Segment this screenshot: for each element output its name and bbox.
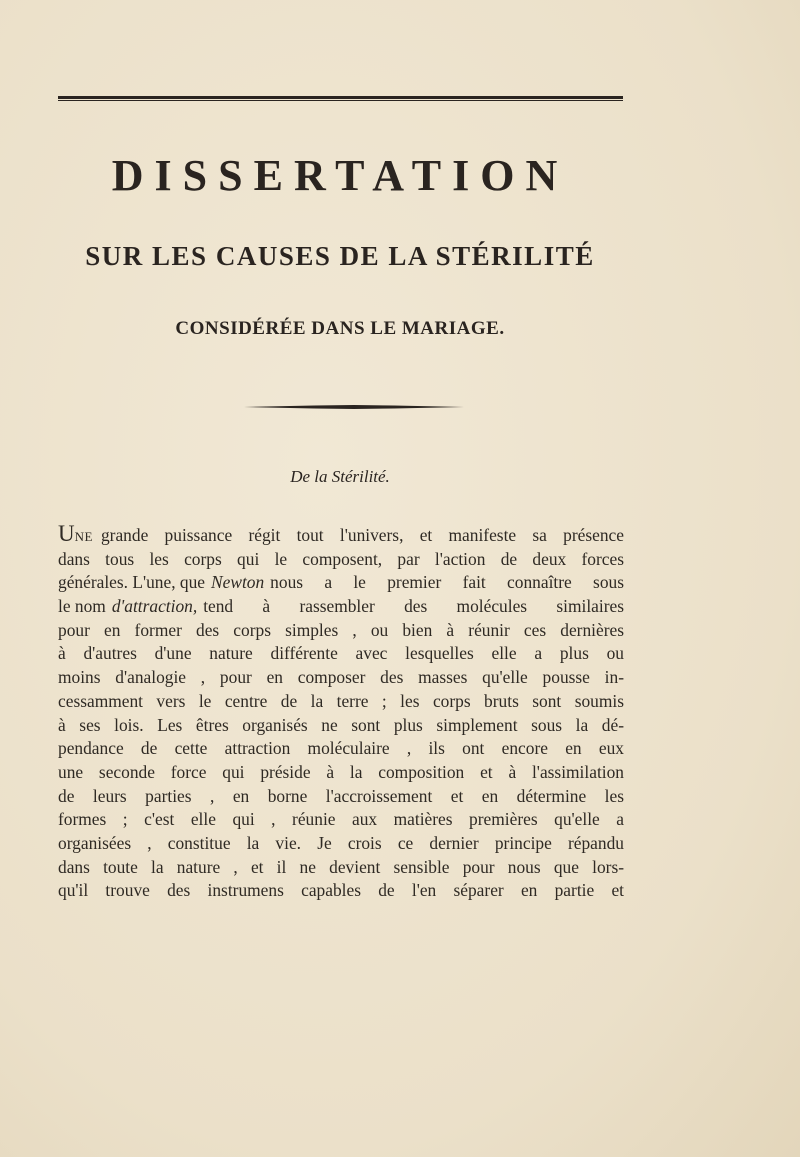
top-double-rule (58, 96, 623, 101)
text-line (58, 714, 624, 738)
text-line (58, 761, 624, 785)
text-line (58, 832, 624, 856)
first-word (58, 521, 93, 548)
text-line (58, 571, 624, 595)
line-text: une seconde force qui préside à la composition et à l'assimilation (58, 761, 624, 782)
line-text: cessamment vers le centre de la terre ; les corps bruts sont soumis (58, 690, 624, 711)
line-text: pour en former des corps simples , ou bien à réunir ces dernières (58, 619, 624, 640)
text-line (58, 785, 624, 809)
page-title: DISSERTATION (111, 151, 569, 200)
line-text: de leurs parties , en borne l'accroissement et en détermine les (58, 785, 624, 806)
text-line (58, 595, 624, 619)
line-text: formes ; c'est elle qui , réunie aux matières premières qu'elle a (58, 809, 624, 830)
line-text: dans toute la nature , et il ne devient sensible pour nous que lors- (58, 856, 624, 877)
body-paragraph (58, 521, 624, 903)
line-text: nous a le premier fait connaître sous (270, 572, 624, 593)
text-line (58, 879, 624, 903)
text-line (58, 619, 624, 643)
term-attraction: d'attraction, (111, 596, 198, 617)
text-line (58, 666, 624, 690)
page-subtitle-secondary: CONSIDÉRÉE DANS LE MARIAGE. (175, 318, 505, 339)
text-line (58, 521, 624, 548)
text-line (58, 737, 624, 761)
line-text: grande puissance régit tout l'univers, et manifeste sa présence (100, 525, 624, 545)
text-line (58, 856, 624, 880)
line-text: organisées , constitue la vie. Je crois ce dernier principe répandu (58, 832, 624, 853)
text-line (58, 548, 624, 572)
drop-cap: U (58, 521, 75, 546)
line-text: le nom (58, 596, 106, 617)
name-newton: Newton (211, 572, 265, 593)
text-line (58, 808, 624, 832)
line-text: à ses lois. Les êtres organisés ne sont plus simplement sous la dé- (58, 714, 624, 735)
line-text: pendance de cette attraction moléculaire , ils ont encore en eux (58, 738, 624, 759)
text-line (58, 642, 624, 666)
page-subtitle: SUR LES CAUSES DE LA STÉRILITÉ (85, 241, 595, 271)
line-text: qu'il trouve des instrumens capables de l'en séparer en partie et (58, 880, 624, 901)
text-line (58, 690, 624, 714)
line-text: moins d'analogie , pour en composer des masses qu'elle pousse in- (58, 667, 624, 688)
line-text: dans tous les corps qui le composent, par l'action de deux forces (58, 548, 624, 569)
section-heading: De la Stérilité. (290, 467, 390, 486)
line-text: tend à rassembler des molécules similaires (203, 596, 624, 617)
ornamental-rule (244, 405, 464, 408)
first-word-rest: NE (74, 529, 93, 544)
line-text: générales. L'une, que (58, 572, 206, 593)
line-text: à d'autres d'une nature différente avec lesquelles elle a plus ou (58, 643, 624, 664)
